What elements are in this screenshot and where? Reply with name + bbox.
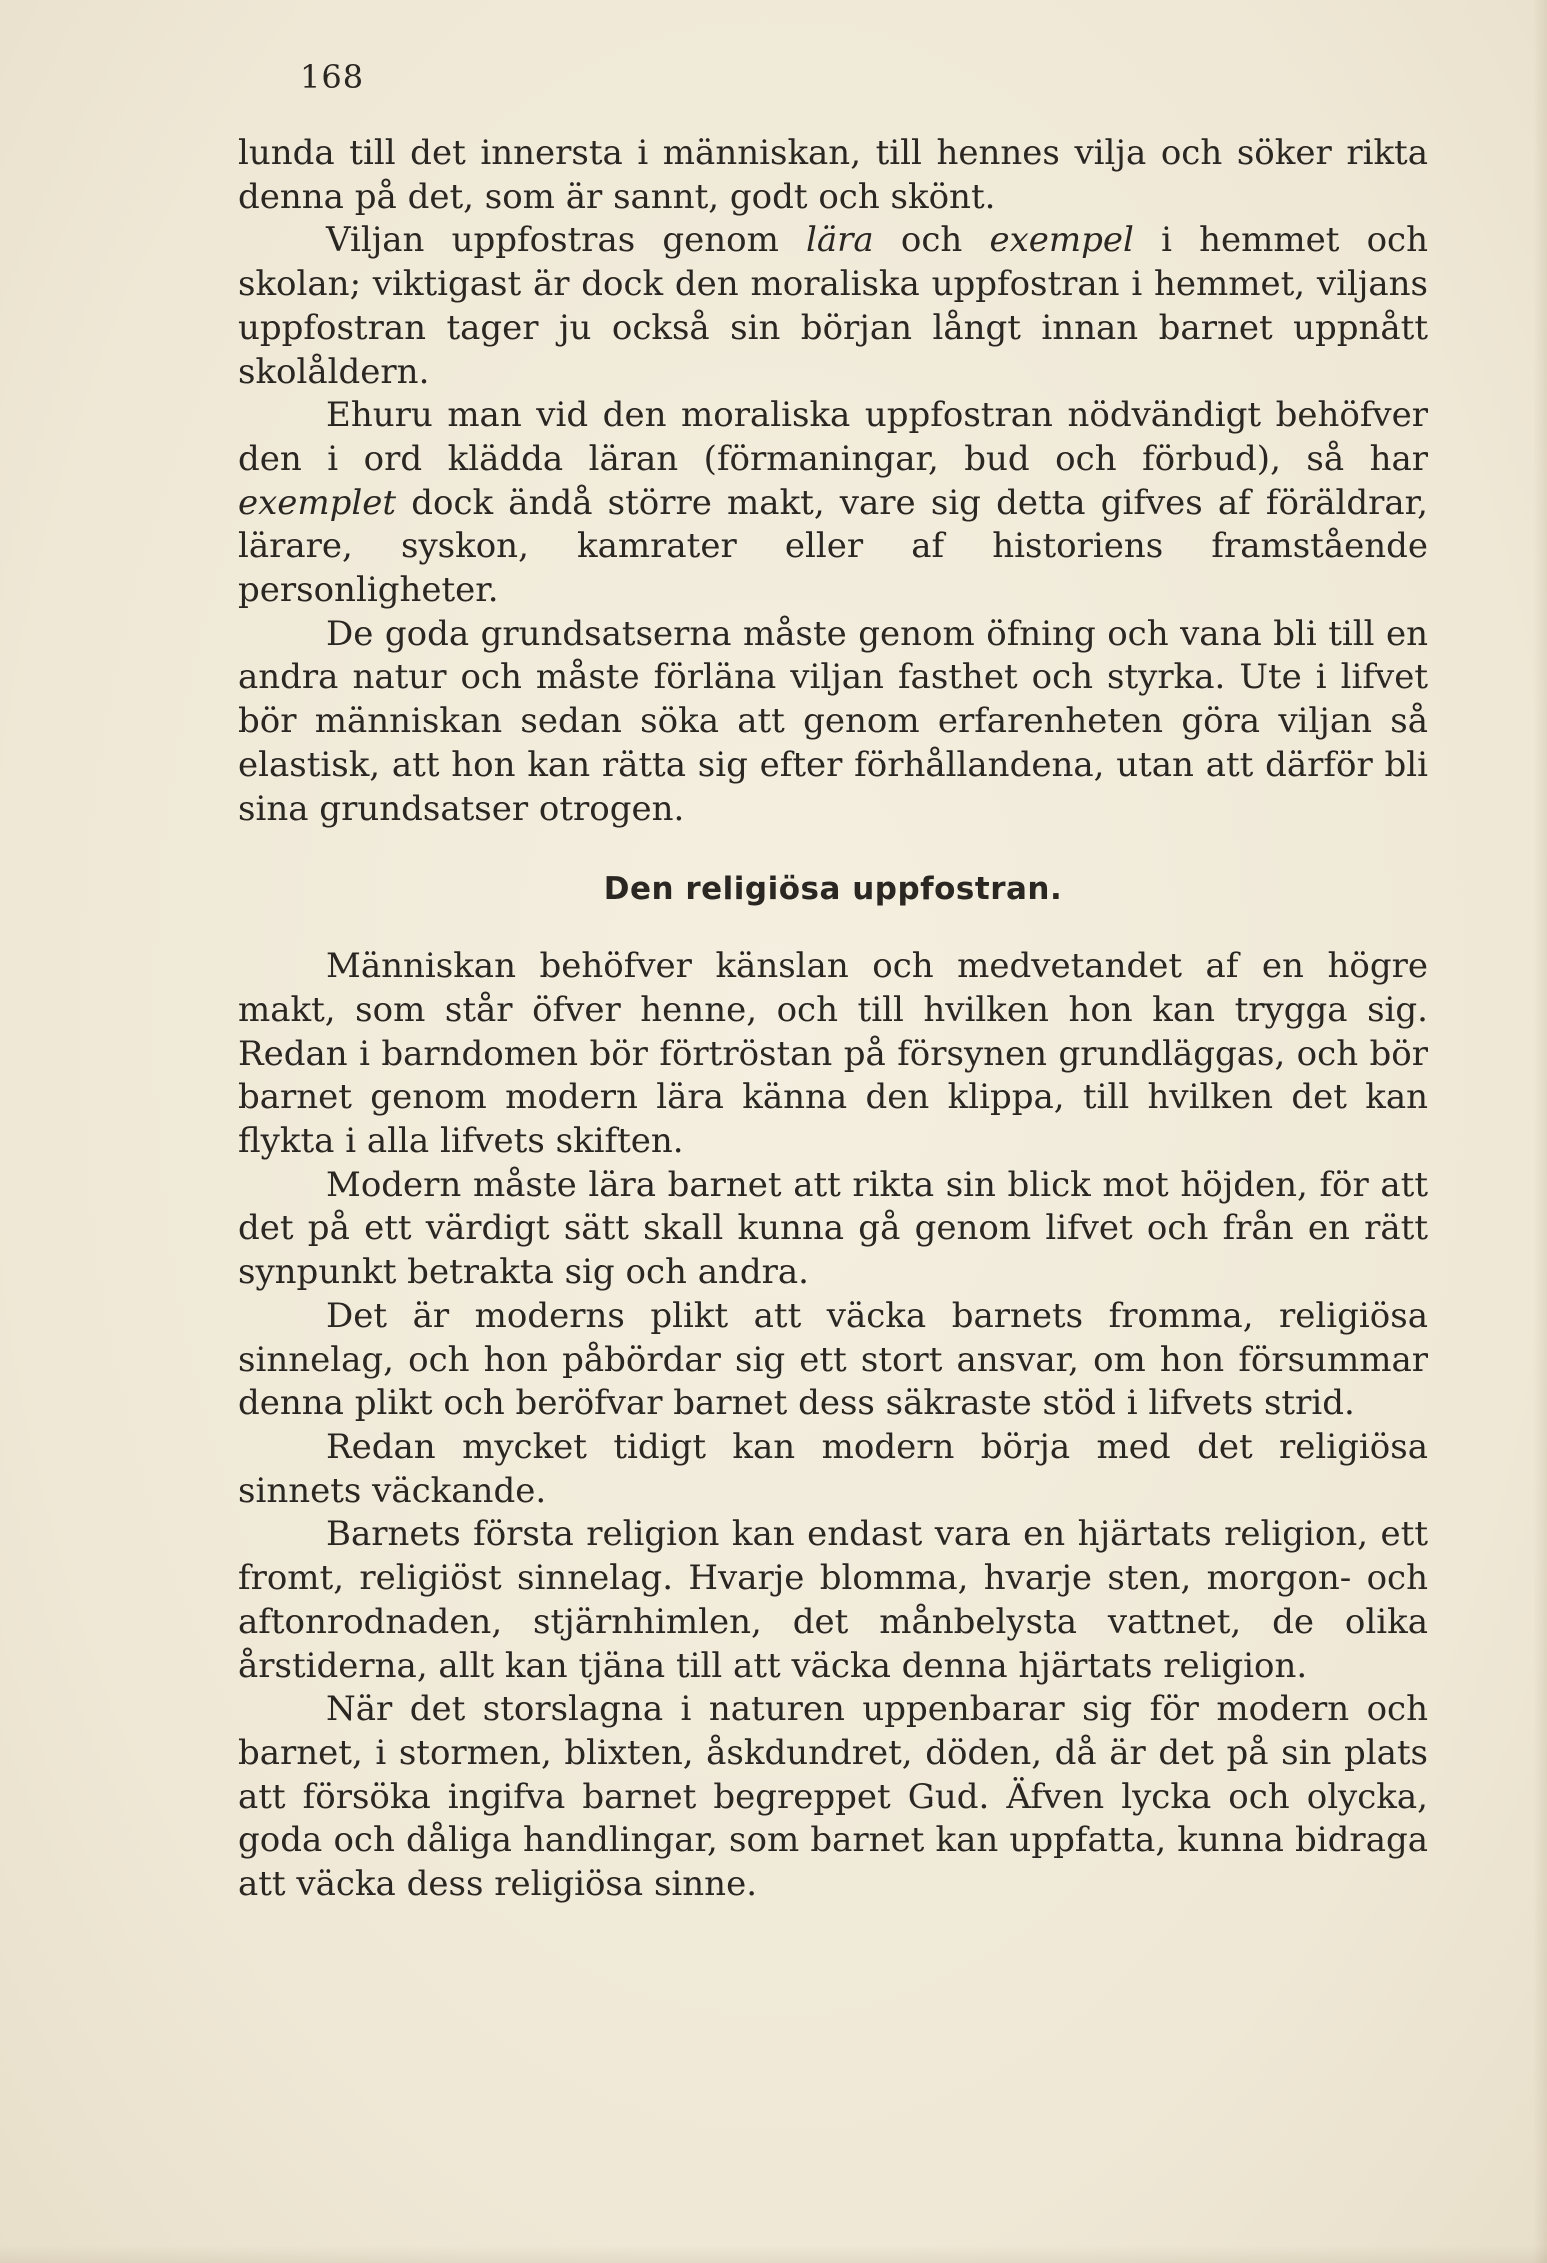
page-edge-shadow (1533, 0, 1547, 2263)
emphasis-exemplet: exemplet (238, 482, 397, 523)
paragraph-ehuru (238, 394, 1428, 613)
paragraph-redan: Redan mycket tidigt kan modern börja med det religiösa sinnets väckande. (238, 1426, 1428, 1511)
emphasis-lara: lära (806, 220, 874, 261)
emphasis-exempel: exempel (989, 220, 1134, 261)
paragraph-viljan (238, 219, 1428, 394)
text-run: Ehuru man vid den moraliska uppfostran nödvändigt behöfver den i ord klädda läran (förmaningar, bud och förbud), så har (238, 395, 1428, 479)
text-block (238, 132, 1428, 1907)
paragraph-barnets-religion: Barnets första religion kan endast vara en hjärtats religion, ett fromt, religiöst sinnelag. Hvarje blomma, hvarje sten, morgon- och aftonrodnaden, stjärnhimlen, det månbelysta vattnet, de olika årstiderna, allt kan tjäna till att väcka denna hjärtats religion. (238, 1514, 1428, 1686)
paragraph-manniskan: Människan behöfver känslan och medvetandet af en högre makt, som står öfver henne, och till hvilken hon kan trygga sig. Redan i barndomen bör förtröstan på försynen grundläggas, och bör barnet genom modern lära känna den klippa, till hvilken det kan flykta i alla lifvets skiften. (238, 946, 1428, 1162)
paragraph-plikt: Det är moderns plikt att väcka barnets fromma, religiösa sinnelag, och hon påbördar sig ett stort ansvar, om hon försummar denna plikt och beröfvar barnet dess säkraste stöd i lifvets strid. (238, 1295, 1428, 1424)
page-number: 168 (300, 58, 365, 96)
text-run: dock ändå större makt, vare sig detta gifves af föräldrar, lärare, syskon, kamrater eller af historiens framstående personligheter. (238, 482, 1428, 611)
paragraph-naturen: När det storslagna i naturen uppenbarar sig för modern och barnet, i stormen, blixten, åskdundret, döden, då är det på sin plats att försöka ingifva barnet begreppet Gud. Äfven lycka och olycka, goda och dåliga handlingar, som barnet kan uppfatta, kunna bidraga att väcka dess religiösa sinne. (238, 1689, 1428, 1905)
page-edge-shadow (0, 2245, 1547, 2263)
text-run: och (873, 220, 990, 261)
paragraph-modern: Modern måste lära barnet att rikta sin blick mot höjden, för att det på ett värdigt sätt skall kunna gå genom lifvet och från en rätt synpunkt betrakta sig och andra. (238, 1164, 1428, 1293)
text-run: Viljan uppfostras genom (326, 220, 807, 261)
paragraph-grundsatserna: De goda grundsatserna måste genom öfning och vana bli till en andra natur och måste förläna viljan fasthet och styrka. Ute i lifvet bör människan sedan söka att genom erfarenheten göra viljan så elastisk, att hon kan rätta sig efter förhållandena, utan att därför bli sina grundsatser otrogen. (238, 613, 1428, 829)
section-heading: Den religiösa uppfostran. (603, 871, 1063, 908)
text-run: i hemmet och skolan; viktigast är dock den moraliska uppfostran i hemmet, viljans uppfostran tager ju också sin början långt innan barnet uppnått skolåldern. (238, 220, 1428, 392)
paragraph-continuation: lunda till det innersta i människan, till hennes vilja och söker rikta denna på det, som är sannt, godt och skönt. (238, 133, 1428, 217)
